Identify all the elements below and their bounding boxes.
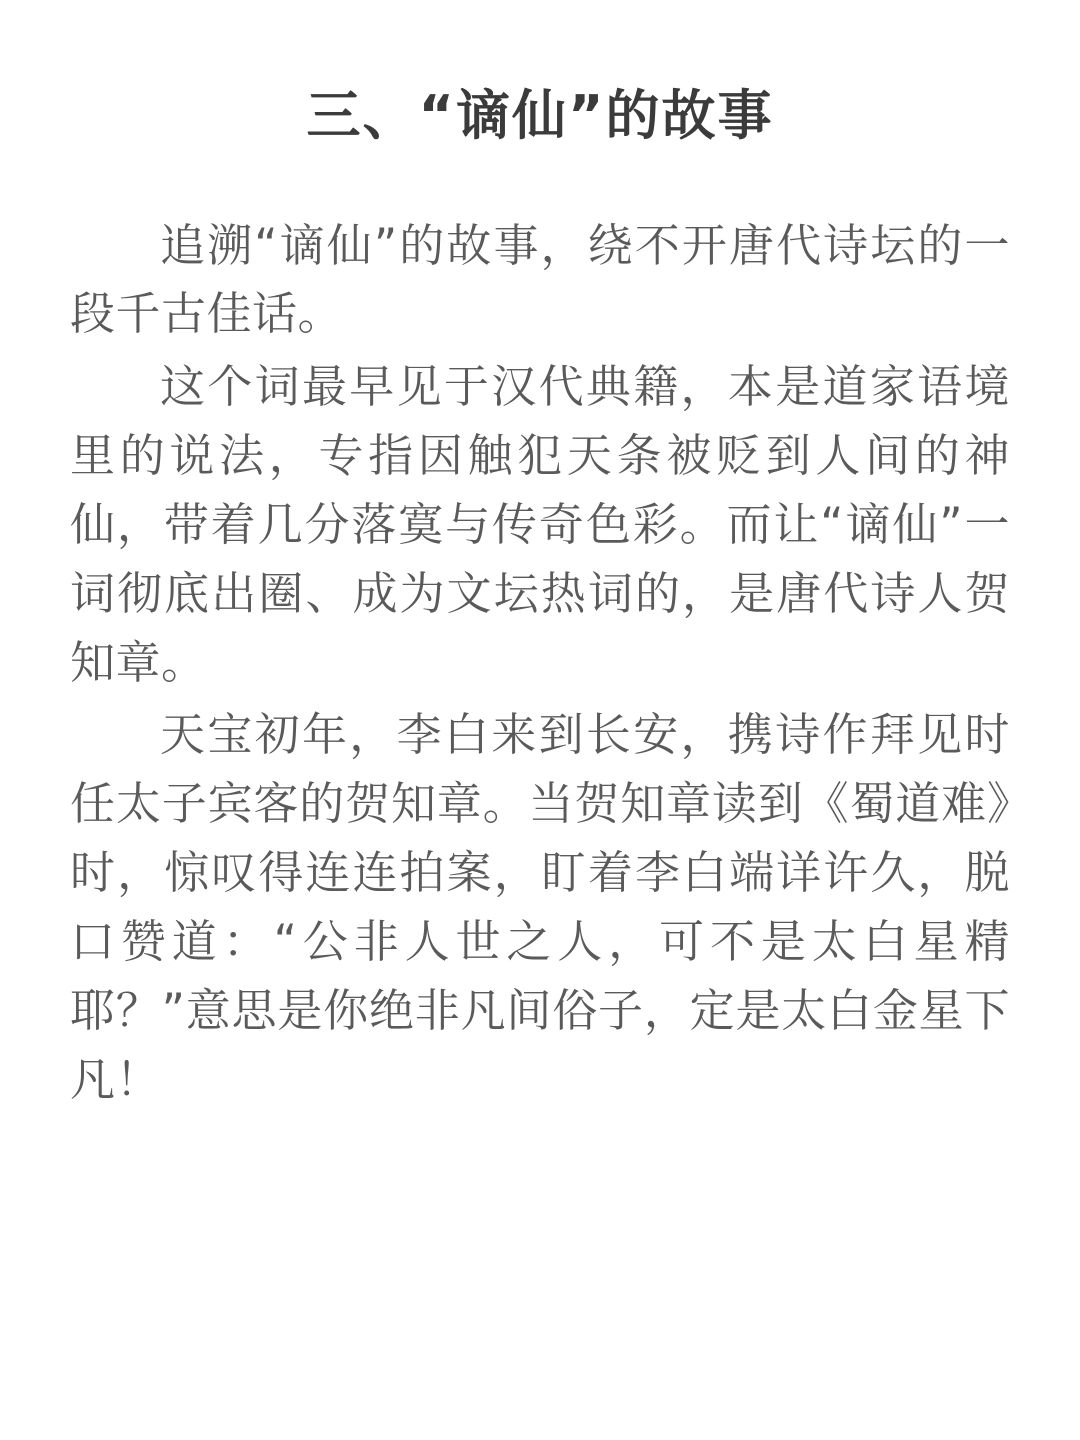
paragraph: 天宝初年，李白来到长安，携诗作拜见时任太子宾客的贺知章。当贺知章读到《蜀道难》时，惊叹得连连拍案，盯着李白端详许久，脱口赞道：“公非人世之人，可不是太白星精耶？”意思是你绝非凡间俗子，定是太白金星下凡！ — [70, 708, 1010, 1106]
paragraph: 这个词最早见于汉代典籍，本是道家语境里的说法，专指因触犯天条被贬到人间的神仙，带着几分落寞与传奇色彩。而让“谪仙”一词彻底出圈、成为文坛热词的，是唐代诗人贺知章。 — [70, 360, 1010, 689]
document-body — [70, 212, 1010, 1115]
page-title: 三、“谪仙”的故事 — [306, 84, 774, 147]
paragraph: 追溯“谪仙”的故事，绕不开唐代诗坛的一段千古佳话。 — [70, 218, 1010, 341]
